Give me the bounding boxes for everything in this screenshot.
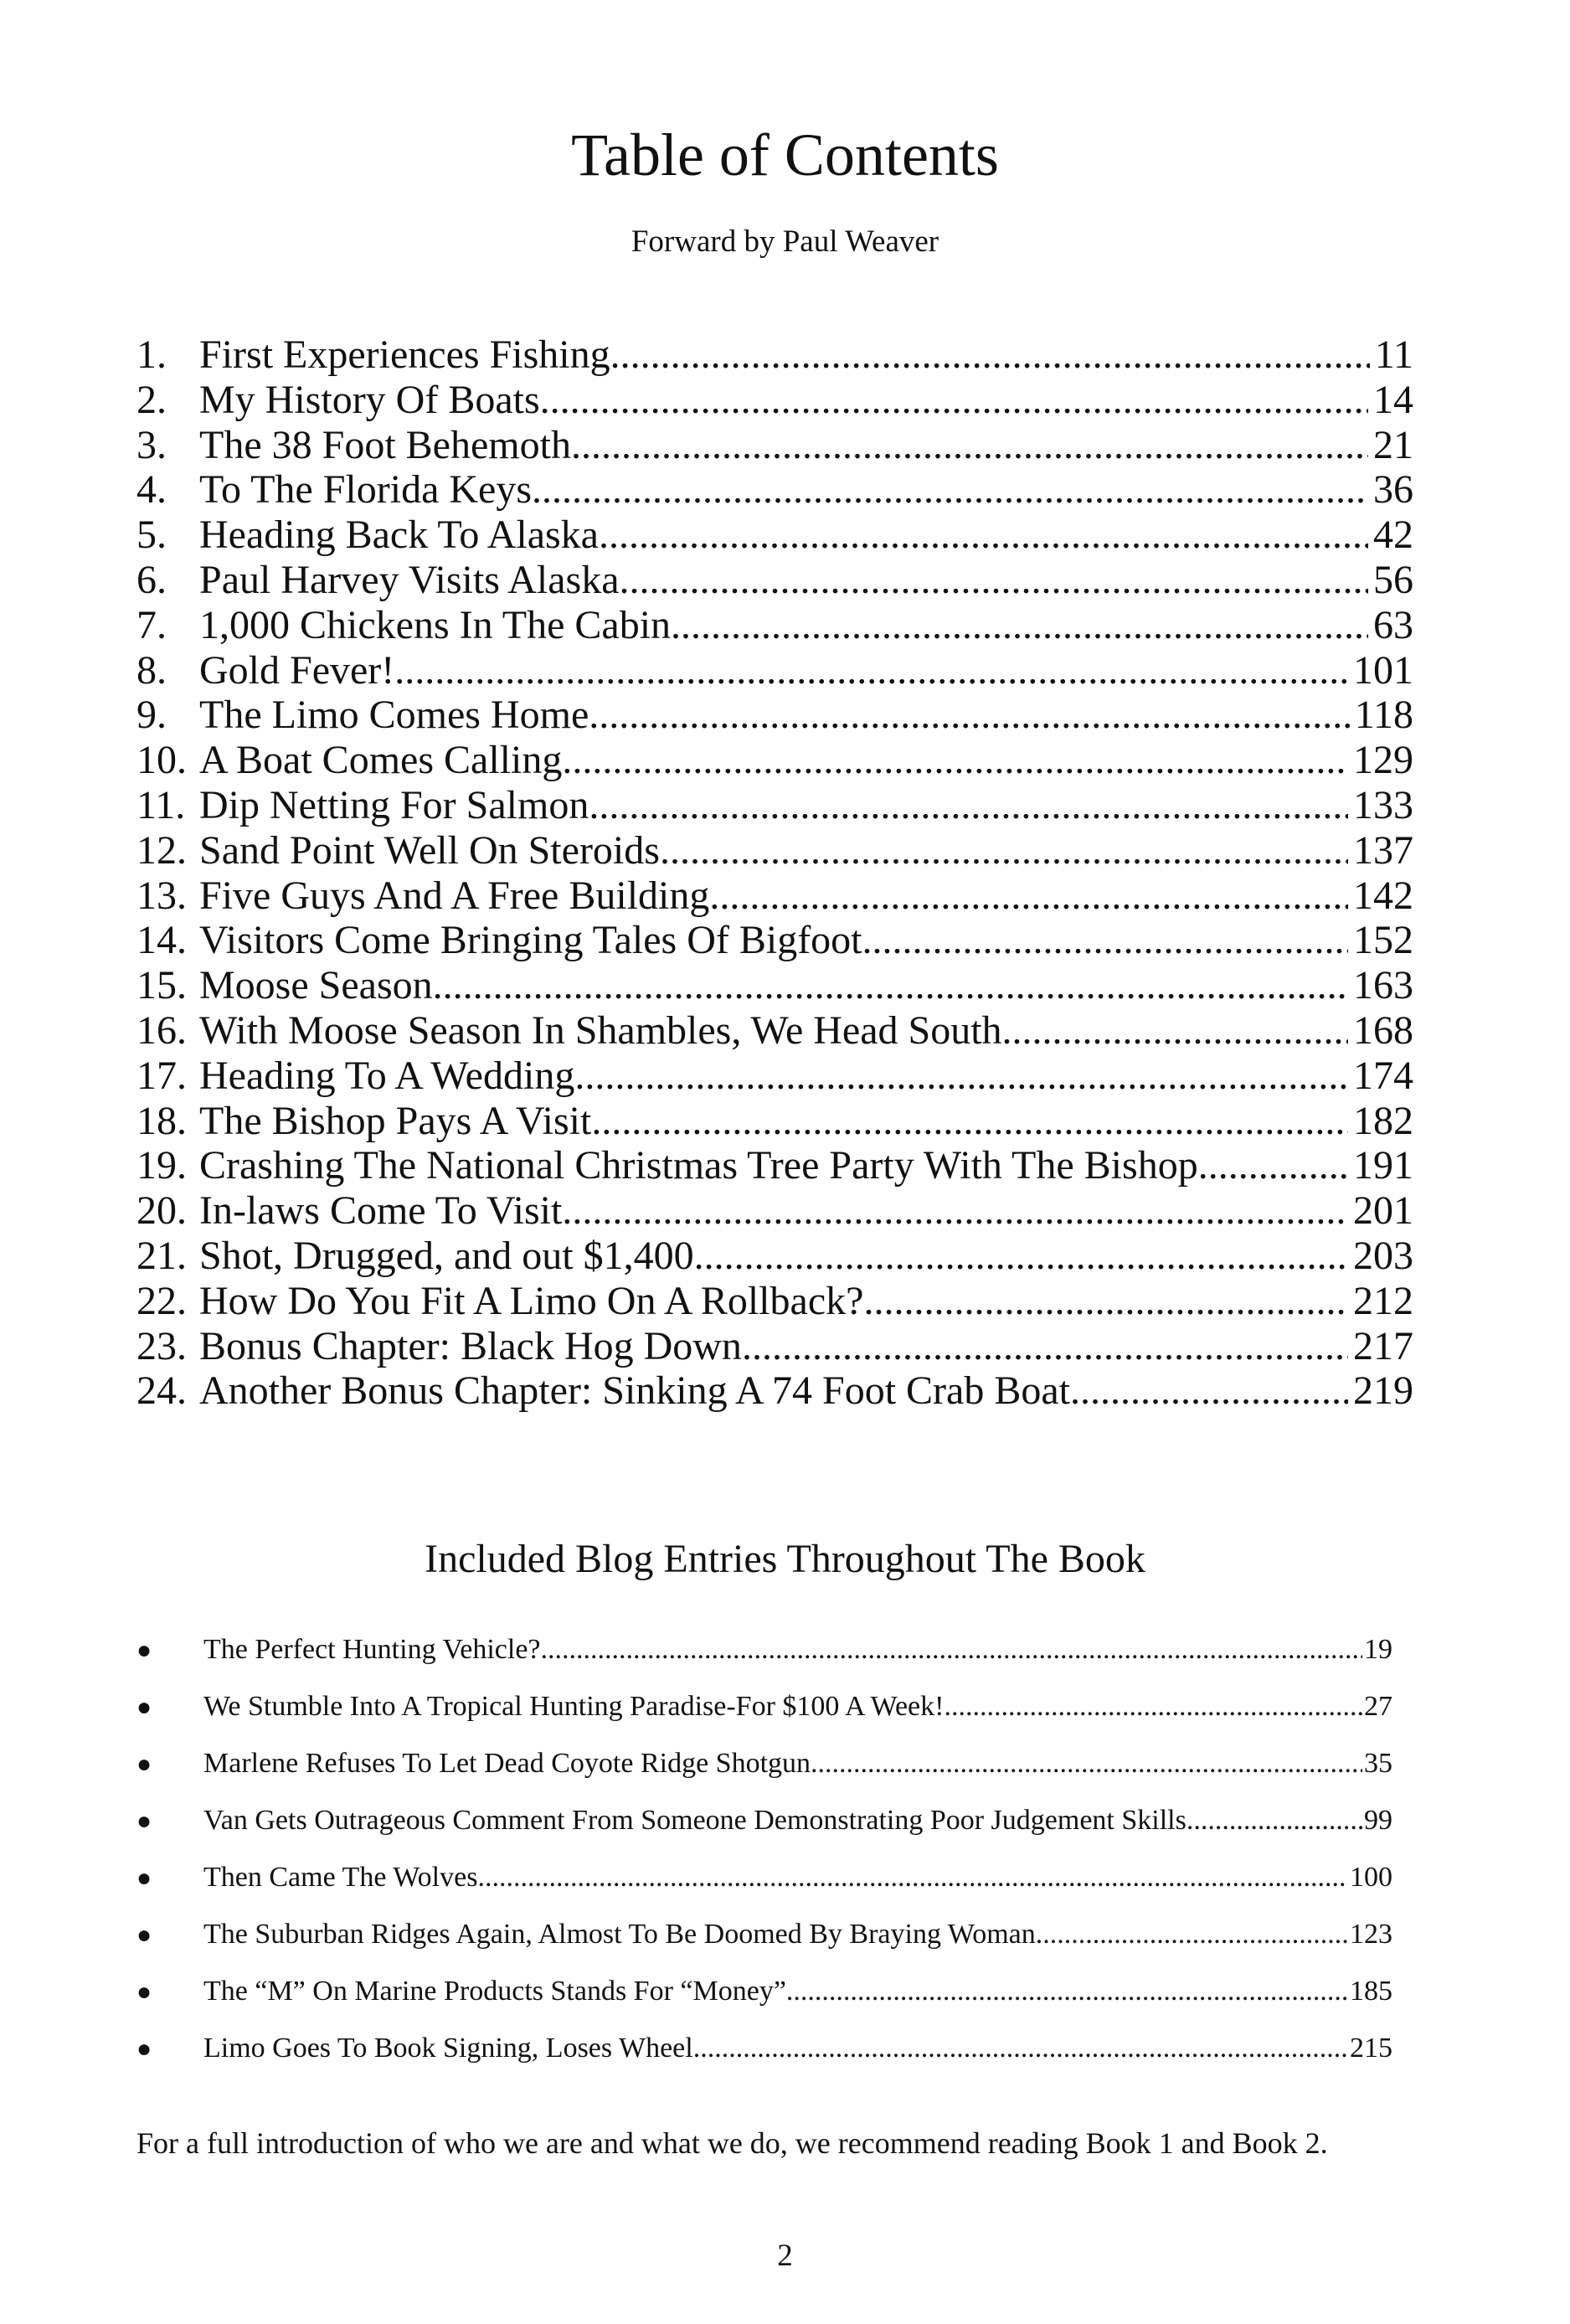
- chapter-number: 11.: [136, 782, 186, 827]
- chapter-page-number: 168: [1353, 1007, 1413, 1053]
- dot-leader: [591, 1099, 1348, 1144]
- chapter-number: 7.: [136, 602, 167, 647]
- chapter-title: Heading To A Wedding: [199, 1053, 575, 1098]
- chapter-number: 15.: [136, 963, 187, 1008]
- chapter-entry: [136, 648, 1413, 693]
- chapter-title: The Bishop Pays A Visit: [199, 1098, 592, 1143]
- chapter-page-number: 11: [1374, 332, 1413, 377]
- blog-entry: [136, 1915, 1392, 1972]
- dot-leader: [1002, 1008, 1348, 1054]
- chapter-page-number: 14: [1373, 377, 1413, 422]
- dot-leader: [811, 1744, 1362, 1783]
- chapter-page-number: 137: [1353, 827, 1413, 873]
- blog-entry-title: The Perfect Hunting Vehicle?: [203, 1634, 541, 1665]
- blog-entry-title: The “M” On Marine Products Stands For “Money”: [203, 1976, 786, 2007]
- chapter-number: 4.: [136, 467, 167, 513]
- dot-leader: [610, 332, 1370, 378]
- blog-entry-page-number: 35: [1364, 1748, 1392, 1779]
- blog-entry: [136, 1744, 1392, 1801]
- blog-entry-title: Van Gets Outrageous Comment From Someone Demonstrating Poor Judgement Skills: [203, 1805, 1187, 1836]
- chapter-number: 13.: [136, 873, 187, 918]
- chapter-number: 8.: [136, 647, 167, 693]
- chapter-entry: [136, 603, 1413, 648]
- chapter-number: 16.: [136, 1007, 187, 1053]
- chapter-number: 14.: [136, 918, 187, 963]
- dot-leader: [532, 467, 1368, 513]
- chapter-entry: [136, 1099, 1413, 1144]
- dot-leader: [1036, 1915, 1348, 1954]
- bullet-icon: ●: [136, 1636, 152, 1664]
- blog-entry-title: The Suburban Ridges Again, Almost To Be Doomed By Braying Woman: [203, 1919, 1036, 1950]
- bullet-icon: ●: [136, 2035, 152, 2063]
- blog-entry: [136, 1631, 1392, 1688]
- chapter-entry: [136, 963, 1413, 1008]
- foreword-credit: Forward by Paul Weaver: [631, 224, 939, 259]
- blog-section-heading: Included Blog Entries Throughout The Book: [425, 1537, 1145, 1581]
- chapter-title: In-laws Come To Visit: [199, 1188, 563, 1234]
- chapter-title: Shot, Drugged, and out $1,400: [199, 1233, 694, 1278]
- chapter-title: The Limo Comes Home: [199, 693, 589, 738]
- chapter-page-number: 174: [1353, 1053, 1413, 1098]
- dot-leader: [862, 918, 1348, 963]
- chapter-page-number: 201: [1353, 1188, 1413, 1234]
- chapter-entry: [136, 1324, 1413, 1369]
- chapter-entry: [136, 1368, 1413, 1414]
- bullet-icon: ●: [136, 1750, 152, 1778]
- blog-entry: [136, 1688, 1392, 1744]
- chapter-entry: [136, 1143, 1413, 1188]
- chapter-page-number: 219: [1353, 1368, 1413, 1414]
- dot-leader: [1070, 1368, 1348, 1414]
- dot-leader: [574, 1054, 1348, 1099]
- chapter-number: 20.: [136, 1188, 187, 1234]
- chapter-entry: [136, 423, 1413, 468]
- blog-entry: [136, 1858, 1392, 1915]
- chapter-title: With Moose Season In Shambles, We Head South: [199, 1007, 1002, 1053]
- chapter-entry: [136, 828, 1413, 873]
- chapter-number: 18.: [136, 1098, 187, 1143]
- chapter-page-number: 63: [1373, 602, 1413, 647]
- blog-entry-page-number: 185: [1350, 1976, 1392, 2007]
- chapter-title: Crashing The National Christmas Tree Party With The Bishop: [199, 1143, 1198, 1188]
- blog-entry: [136, 1972, 1392, 2029]
- blog-entry-page-number: 19: [1364, 1634, 1392, 1665]
- chapter-entry: [136, 738, 1413, 783]
- chapter-page-number: 203: [1353, 1233, 1413, 1278]
- dot-leader: [1187, 1801, 1362, 1840]
- blog-entry: [136, 2029, 1392, 2086]
- blog-entry-title: Marlene Refuses To Let Dead Coyote Ridge Shotgun: [203, 1748, 811, 1779]
- chapter-entry: [136, 918, 1413, 963]
- chapter-page-number: 142: [1353, 873, 1413, 918]
- chapter-title: Visitors Come Bringing Tales Of Bigfoot: [199, 918, 862, 963]
- chapter-title: Gold Fever!: [199, 647, 395, 693]
- chapter-entry: [136, 1234, 1413, 1279]
- chapter-number: 24.: [136, 1368, 187, 1414]
- chapter-page-number: 182: [1353, 1098, 1413, 1143]
- dot-leader: [671, 603, 1368, 648]
- chapter-page-number: 36: [1373, 467, 1413, 513]
- chapter-page-number: 118: [1354, 693, 1413, 738]
- chapter-title: Bonus Chapter: Black Hog Down: [199, 1323, 742, 1368]
- chapter-number: 10.: [136, 738, 187, 783]
- closing-note: For a full introduction of who we are and what we do, we recommend reading Book 1 and Book 2.: [136, 2126, 1328, 2160]
- chapter-entry: [136, 693, 1413, 738]
- page-number: 2: [777, 2239, 793, 2273]
- chapter-page-number: 152: [1353, 918, 1413, 963]
- chapter-entry: [136, 332, 1413, 378]
- dot-leader: [433, 963, 1348, 1008]
- blog-entry-list: [136, 1631, 1392, 2086]
- bullet-icon: ●: [136, 1807, 152, 1835]
- dot-leader: [562, 738, 1348, 783]
- chapter-number: 1.: [136, 332, 167, 377]
- chapter-page-number: 42: [1373, 513, 1413, 558]
- chapter-title: Sand Point Well On Steroids: [199, 827, 660, 873]
- bullet-icon: ●: [136, 1864, 152, 1892]
- chapter-title: My History Of Boats: [199, 377, 540, 422]
- chapter-title: To The Florida Keys: [199, 467, 533, 513]
- chapter-page-number: 163: [1353, 963, 1413, 1008]
- dot-leader: [571, 423, 1368, 468]
- blog-entry: [136, 1801, 1392, 1858]
- bullet-icon: ●: [136, 1978, 152, 2006]
- chapter-number: 23.: [136, 1323, 187, 1368]
- chapter-page-number: 56: [1373, 557, 1413, 602]
- chapter-page-number: 129: [1353, 738, 1413, 783]
- chapter-entry: [136, 558, 1413, 603]
- chapter-number: 5.: [136, 513, 167, 558]
- chapter-page-number: 21: [1373, 422, 1413, 467]
- chapter-title: Heading Back To Alaska: [199, 513, 599, 558]
- blog-entry-page-number: 215: [1350, 2033, 1392, 2064]
- blog-entry-title: Then Came The Wolves: [203, 1862, 478, 1893]
- chapter-entry: [136, 1008, 1413, 1054]
- chapter-number: 19.: [136, 1143, 187, 1188]
- chapter-entry: [136, 783, 1413, 828]
- dot-leader: [693, 2029, 1348, 2068]
- dot-leader: [540, 378, 1368, 423]
- bullet-icon: ●: [136, 1693, 152, 1721]
- chapter-title: A Boat Comes Calling: [199, 738, 563, 783]
- chapter-entry: [136, 513, 1413, 558]
- dot-leader: [944, 1688, 1362, 1726]
- dot-leader: [562, 1188, 1348, 1234]
- chapter-number: 6.: [136, 557, 167, 602]
- dot-leader: [1198, 1143, 1348, 1188]
- chapter-page-number: 217: [1353, 1323, 1413, 1368]
- chapter-entry: [136, 1054, 1413, 1099]
- blog-entry-page-number: 27: [1364, 1691, 1392, 1722]
- page-title: Table of Contents: [571, 121, 999, 188]
- blog-entry-title: We Stumble Into A Tropical Hunting Paradise-For $100 A Week!: [203, 1691, 945, 1722]
- chapter-page-number: 212: [1353, 1278, 1413, 1323]
- dot-leader: [589, 693, 1350, 738]
- chapter-number: 17.: [136, 1053, 187, 1098]
- chapter-entry: [136, 1188, 1413, 1234]
- chapter-title: The 38 Foot Behemoth: [199, 422, 571, 467]
- chapter-entry: [136, 873, 1413, 919]
- dot-leader: [477, 1858, 1348, 1897]
- chapter-list: [136, 332, 1413, 1414]
- chapter-title: How Do You Fit A Limo On A Rollback?: [199, 1278, 864, 1323]
- chapter-title: 1,000 Chickens In The Cabin: [199, 602, 672, 647]
- chapter-title: Paul Harvey Visits Alaska: [199, 557, 620, 602]
- chapter-number: 9.: [136, 693, 167, 738]
- dot-leader: [660, 828, 1348, 873]
- chapter-title: Another Bonus Chapter: Sinking A 74 Foot Crab Boat: [199, 1368, 1070, 1414]
- chapter-page-number: 101: [1353, 647, 1413, 693]
- dot-leader: [709, 873, 1348, 919]
- chapter-number: 12.: [136, 827, 187, 873]
- dot-leader: [394, 648, 1348, 693]
- dot-leader: [599, 513, 1368, 558]
- chapter-number: 22.: [136, 1278, 187, 1323]
- chapter-title: First Experiences Fishing: [199, 332, 610, 377]
- chapter-entry: [136, 1279, 1413, 1324]
- dot-leader: [620, 558, 1368, 603]
- chapter-title: Five Guys And A Free Building: [199, 873, 710, 918]
- chapter-page-number: 133: [1353, 782, 1413, 827]
- chapter-number: 3.: [136, 422, 167, 467]
- chapter-page-number: 191: [1353, 1143, 1413, 1188]
- chapter-entry: [136, 467, 1413, 513]
- bullet-icon: ●: [136, 1921, 152, 1949]
- blog-entry-page-number: 100: [1350, 1862, 1392, 1893]
- blog-entry-title: Limo Goes To Book Signing, Loses Wheel: [203, 2033, 693, 2064]
- dot-leader: [541, 1631, 1362, 1669]
- chapter-number: 21.: [136, 1233, 187, 1278]
- dot-leader: [694, 1234, 1348, 1279]
- dot-leader: [786, 1972, 1348, 2011]
- chapter-title: Dip Netting For Salmon: [199, 782, 589, 827]
- dot-leader: [742, 1324, 1348, 1369]
- chapter-number: 2.: [136, 377, 167, 422]
- blog-entry-page-number: 123: [1350, 1919, 1392, 1950]
- chapter-title: Moose Season: [199, 963, 433, 1008]
- dot-leader: [863, 1279, 1348, 1324]
- dot-leader: [589, 783, 1348, 828]
- chapter-entry: [136, 378, 1413, 423]
- blog-entry-page-number: 99: [1364, 1805, 1392, 1836]
